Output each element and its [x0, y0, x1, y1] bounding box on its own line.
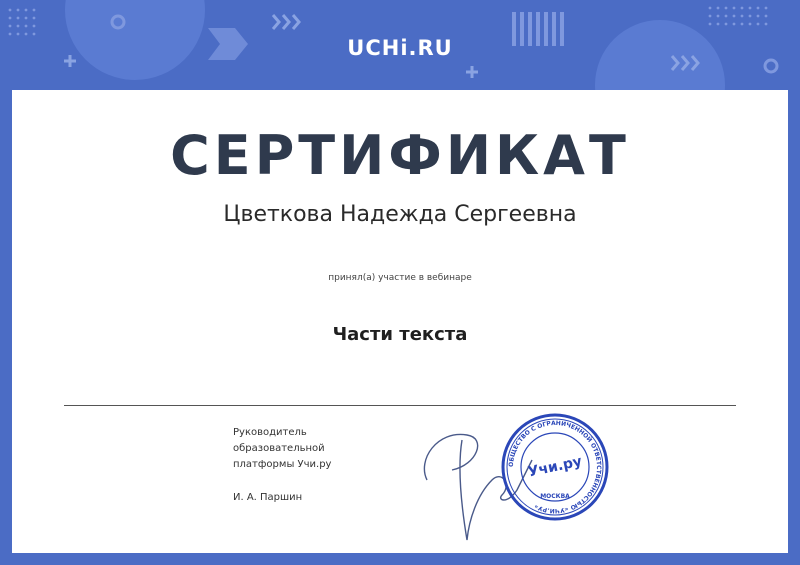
webinar-title: Части текста [332, 324, 468, 345]
participation-text: принял(а) участие в вебинаре [328, 273, 472, 283]
stamp-ring-text: ОБЩЕСТВО С ОГРАНИЧЕННОЙ ОТВЕТСТВЕННОСТЬЮ «УЧИ.РУ» [507, 419, 603, 515]
banner-ring-right [765, 60, 777, 72]
official-stamp [500, 412, 610, 522]
role-line: платформы Учи.ру [233, 459, 332, 470]
signatory-role [233, 425, 413, 473]
certificate-title: СЕРТИФИКАТ [170, 124, 630, 187]
stamp-city-text: МОСКВА [540, 493, 570, 500]
stamp-center-text: Учи.ру [526, 453, 584, 481]
certificate-card [12, 90, 788, 553]
uchi-logo: UCHi.RU [347, 36, 453, 60]
recipient-name: Цветкова Надежда Сергеевна [223, 202, 577, 227]
role-line: Руководитель [233, 427, 307, 438]
divider [64, 405, 736, 406]
dot-grid-left [9, 9, 36, 36]
dot-grid-right [709, 7, 768, 26]
signatory-name: И. А. Паршин [233, 492, 303, 503]
role-line: образовательной [233, 443, 325, 454]
